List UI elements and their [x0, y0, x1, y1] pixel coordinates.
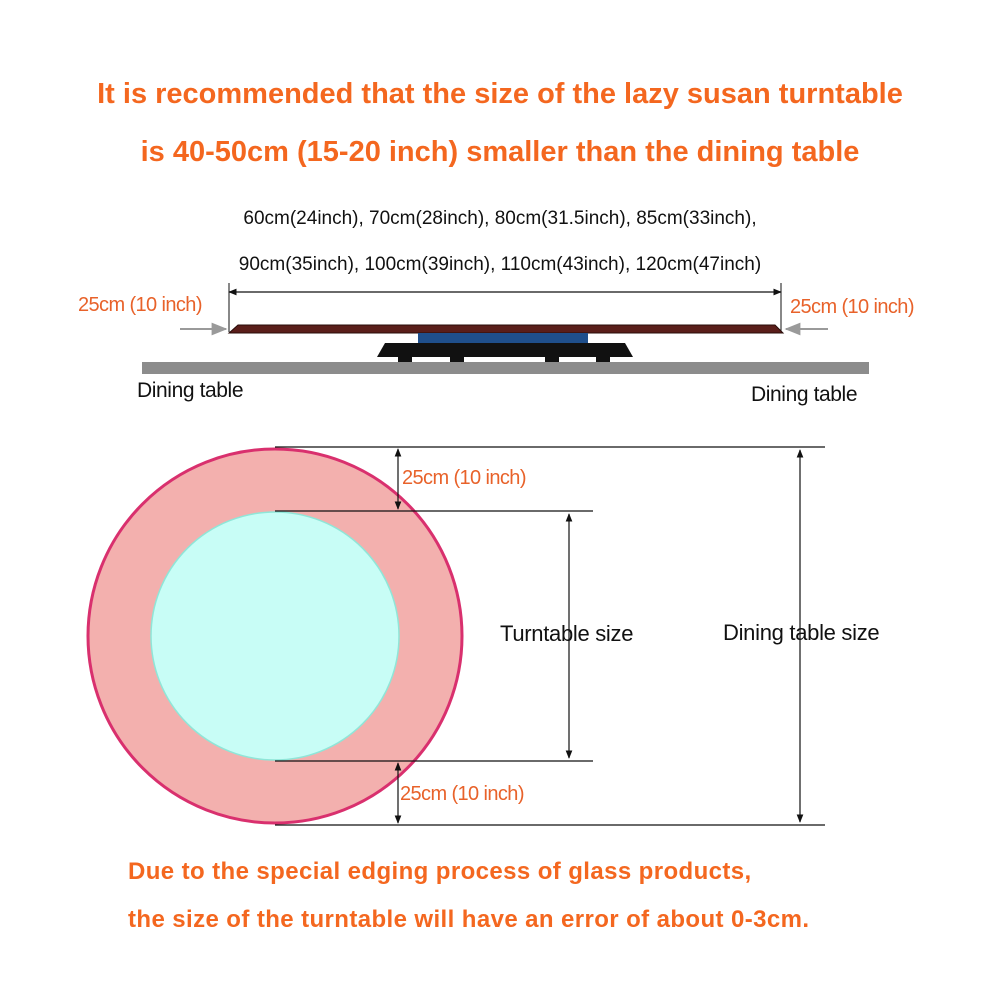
side-view — [142, 283, 869, 374]
right-dining-table-label: Dining table — [751, 383, 858, 406]
turntable-top — [229, 325, 783, 333]
top-gap-label: 25cm (10 inch) — [402, 467, 526, 489]
sizes-line-2: 90cm(35inch), 100cm(39inch), 110cm(43inch), 120cm(47inch) — [238, 254, 762, 275]
turntable-circle — [151, 512, 399, 760]
top-view — [88, 447, 825, 825]
left-gap-label: 25cm (10 inch) — [78, 294, 202, 316]
dining-table-side — [142, 362, 869, 374]
footer-line-1: Due to the special edging process of glass products, — [128, 858, 752, 885]
turntable-hub — [418, 333, 588, 343]
right-gap-label: 25cm (10 inch) — [790, 296, 914, 318]
turntable-base — [377, 343, 633, 357]
bottom-gap-label: 25cm (10 inch) — [400, 783, 524, 805]
base-foot-3 — [545, 357, 559, 362]
dining-table-size-label: Dining table size — [723, 620, 880, 645]
base-foot-4 — [596, 357, 610, 362]
left-dining-table-label: Dining table — [137, 379, 244, 402]
footer-line-2: the size of the turntable will have an error of about 0-3cm. — [128, 906, 810, 933]
base-foot-2 — [450, 357, 464, 362]
header-line-1: It is recommended that the size of the lazy susan turntable — [97, 78, 903, 110]
header-line-2: is 40-50cm (15-20 inch) smaller than the dining table — [140, 136, 860, 168]
turntable-size-label: Turntable size — [500, 621, 634, 646]
sizes-line-1: 60cm(24inch), 70cm(28inch), 80cm(31.5inch), 85cm(33inch), — [243, 208, 757, 229]
base-foot-1 — [398, 357, 412, 362]
